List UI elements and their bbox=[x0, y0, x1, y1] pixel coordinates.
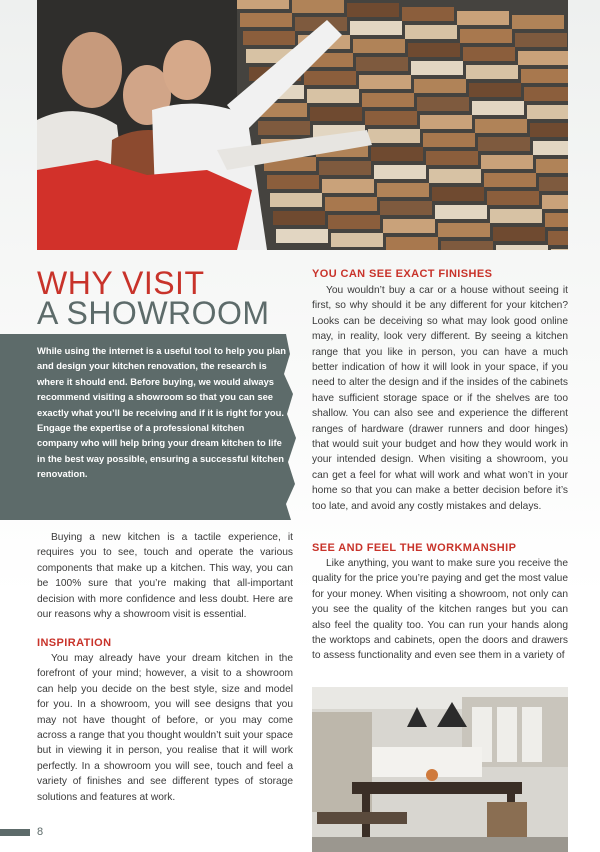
sample-panel bbox=[322, 179, 374, 193]
sample-panel bbox=[533, 141, 568, 155]
sample-panel bbox=[350, 21, 402, 35]
sample-panel bbox=[371, 147, 423, 161]
sample-panel bbox=[539, 177, 568, 191]
sample-panel bbox=[484, 173, 536, 187]
sample-panel bbox=[460, 29, 512, 43]
workmanship-paragraph: Like anything, you want to make sure you receive the quality for the price you’re paying and get the most value for your money. When visiting a showroom, not only can you see the quality of the kitchen ranges but you can also feel the quality too. You can run your hands along the worktops and cabinets, open the doors and drawers to assess functionality and even see them in a variety of bbox=[312, 558, 568, 662]
sample-panel bbox=[328, 215, 380, 229]
sample-panel bbox=[548, 231, 568, 245]
sample-panel bbox=[347, 3, 399, 17]
workmanship-body bbox=[312, 556, 568, 664]
sample-panel bbox=[411, 61, 463, 75]
sample-panel bbox=[545, 213, 568, 227]
sample-panel bbox=[362, 93, 414, 107]
intro-text: While using the internet is a useful tool to help you plan and design your kitchen renovation, the research is where it should end. Before buying, we would always recommend visiting a showroom so that you can see exactly what you’ll be receiving and if it is right for you. Engage the expertise of a professional kitchen company who will help bring your dream kitchen to life in the best way possible, ensuring a successful kitchen renovation. bbox=[37, 345, 286, 480]
sample-panel bbox=[258, 121, 310, 135]
sample-panel bbox=[331, 233, 383, 247]
sample-panel bbox=[380, 201, 432, 215]
sample-panel bbox=[420, 115, 472, 129]
sample-panel bbox=[310, 107, 362, 121]
inspiration-body bbox=[37, 651, 293, 805]
sample-panel bbox=[414, 79, 466, 93]
sample-panel bbox=[457, 11, 509, 25]
sample-panel bbox=[487, 191, 539, 205]
sample-panel bbox=[530, 123, 568, 137]
sample-panel bbox=[512, 15, 564, 29]
sample-panel bbox=[490, 209, 542, 223]
sample-panel bbox=[441, 241, 493, 250]
sample-panel bbox=[356, 57, 408, 71]
finishes-paragraph: You wouldn’t buy a car or a house without seeing it first, so why should it be any different for your kitchen? Looks can be deceiving so what may look good online may, in reality, look very different. By seeing a kitchen range that you like in person, you can have a much better indication of how it will look in your space, if you need to alter the design and if the insides of the cabinets have sufficient storage space or if the shelves are too shallow. You can also see and experience the different ranges of hardware (drawer runners and door hinges) that would suit your budget and how they would work in your intended design. When visiting a showroom, you can get a feel for what will work and what won’t in your home so that you can make a better decision before it’s too late, and avoid any costly mistakes and delays. bbox=[312, 285, 568, 512]
sample-panel bbox=[463, 47, 515, 61]
sample-panel bbox=[273, 211, 325, 225]
sample-panel bbox=[353, 39, 405, 53]
sample-panel bbox=[438, 223, 490, 237]
sample-panel bbox=[276, 229, 328, 243]
sample-panel bbox=[432, 187, 484, 201]
finishes-heading: YOU CAN SEE EXACT FINISHES bbox=[312, 268, 493, 280]
title-line-1: WHY VISIT bbox=[37, 265, 205, 301]
sample-panel bbox=[423, 133, 475, 147]
sample-panel bbox=[408, 43, 460, 57]
workmanship-heading: SEE AND FEEL THE WORKMANSHIP bbox=[312, 542, 517, 554]
kitchen-photo bbox=[312, 687, 568, 852]
sample-panel bbox=[435, 205, 487, 219]
inspiration-paragraph: You may already have your dream kitchen in the forefront of your mind; however, a visit to a showroom can help you decide on the best style, size and model for you. In a showroom, you will see designs that you may not have thought of before, or you may come across a range that you thought wouldn’t suit your space but in viewing it in person, you realise that it will work perfectly. In a showroom you will see, touch and feel a variety of finishes and see different types of storage solutions and features at work. bbox=[37, 653, 293, 803]
finishes-body bbox=[312, 283, 568, 514]
sample-panel bbox=[536, 159, 568, 173]
sample-panel bbox=[402, 7, 454, 21]
sample-panel bbox=[237, 0, 289, 9]
sample-panel bbox=[496, 245, 548, 250]
sample-panel bbox=[270, 193, 322, 207]
sample-panel bbox=[359, 75, 411, 89]
title-line-2: A SHOWROOM bbox=[37, 295, 270, 331]
sample-panel bbox=[292, 0, 344, 13]
sample-panel bbox=[475, 119, 527, 133]
sample-panel bbox=[478, 137, 530, 151]
sample-panel bbox=[518, 51, 568, 65]
sample-panel bbox=[469, 83, 521, 97]
intro-body bbox=[37, 530, 293, 622]
sample-panel bbox=[524, 87, 568, 101]
intro-paragraph: Buying a new kitchen is a tactile experience, it requires you to see, touch and operate the various components that make up a kitchen. This way, you can be 100% sure that you’re making that all-important decision with more confidence and less doubt. Here are our reasons why a showroom visit is essential. bbox=[37, 532, 293, 621]
sample-panel bbox=[374, 165, 426, 179]
sample-panel bbox=[481, 155, 533, 169]
page-number: 8 bbox=[37, 826, 44, 838]
sample-panel bbox=[304, 71, 356, 85]
sample-panel bbox=[466, 65, 518, 79]
inspiration-heading: INSPIRATION bbox=[37, 637, 112, 649]
sample-panel bbox=[542, 195, 568, 209]
sample-panel bbox=[515, 33, 567, 47]
sample-panel bbox=[319, 161, 371, 175]
sample-panel bbox=[417, 97, 469, 111]
sample-panel bbox=[429, 169, 481, 183]
sample-panel bbox=[307, 89, 359, 103]
footer-bar bbox=[0, 829, 30, 836]
sample-panel bbox=[493, 227, 545, 241]
page-title bbox=[37, 265, 270, 331]
sample-panel bbox=[240, 13, 292, 27]
sample-panel bbox=[386, 237, 438, 250]
sample-panel bbox=[521, 69, 568, 83]
sample-panel bbox=[325, 197, 377, 211]
sample-panel bbox=[377, 183, 429, 197]
sample-panel bbox=[243, 31, 295, 45]
sample-panel bbox=[551, 249, 568, 250]
sample-panel bbox=[267, 175, 319, 189]
sample-panel bbox=[383, 219, 435, 233]
sample-panel bbox=[527, 105, 568, 119]
sample-panel bbox=[365, 111, 417, 125]
sample-panel bbox=[426, 151, 478, 165]
sample-panel bbox=[405, 25, 457, 39]
sample-panel bbox=[472, 101, 524, 115]
sample-panel bbox=[368, 129, 420, 143]
hero-photo bbox=[37, 0, 568, 250]
